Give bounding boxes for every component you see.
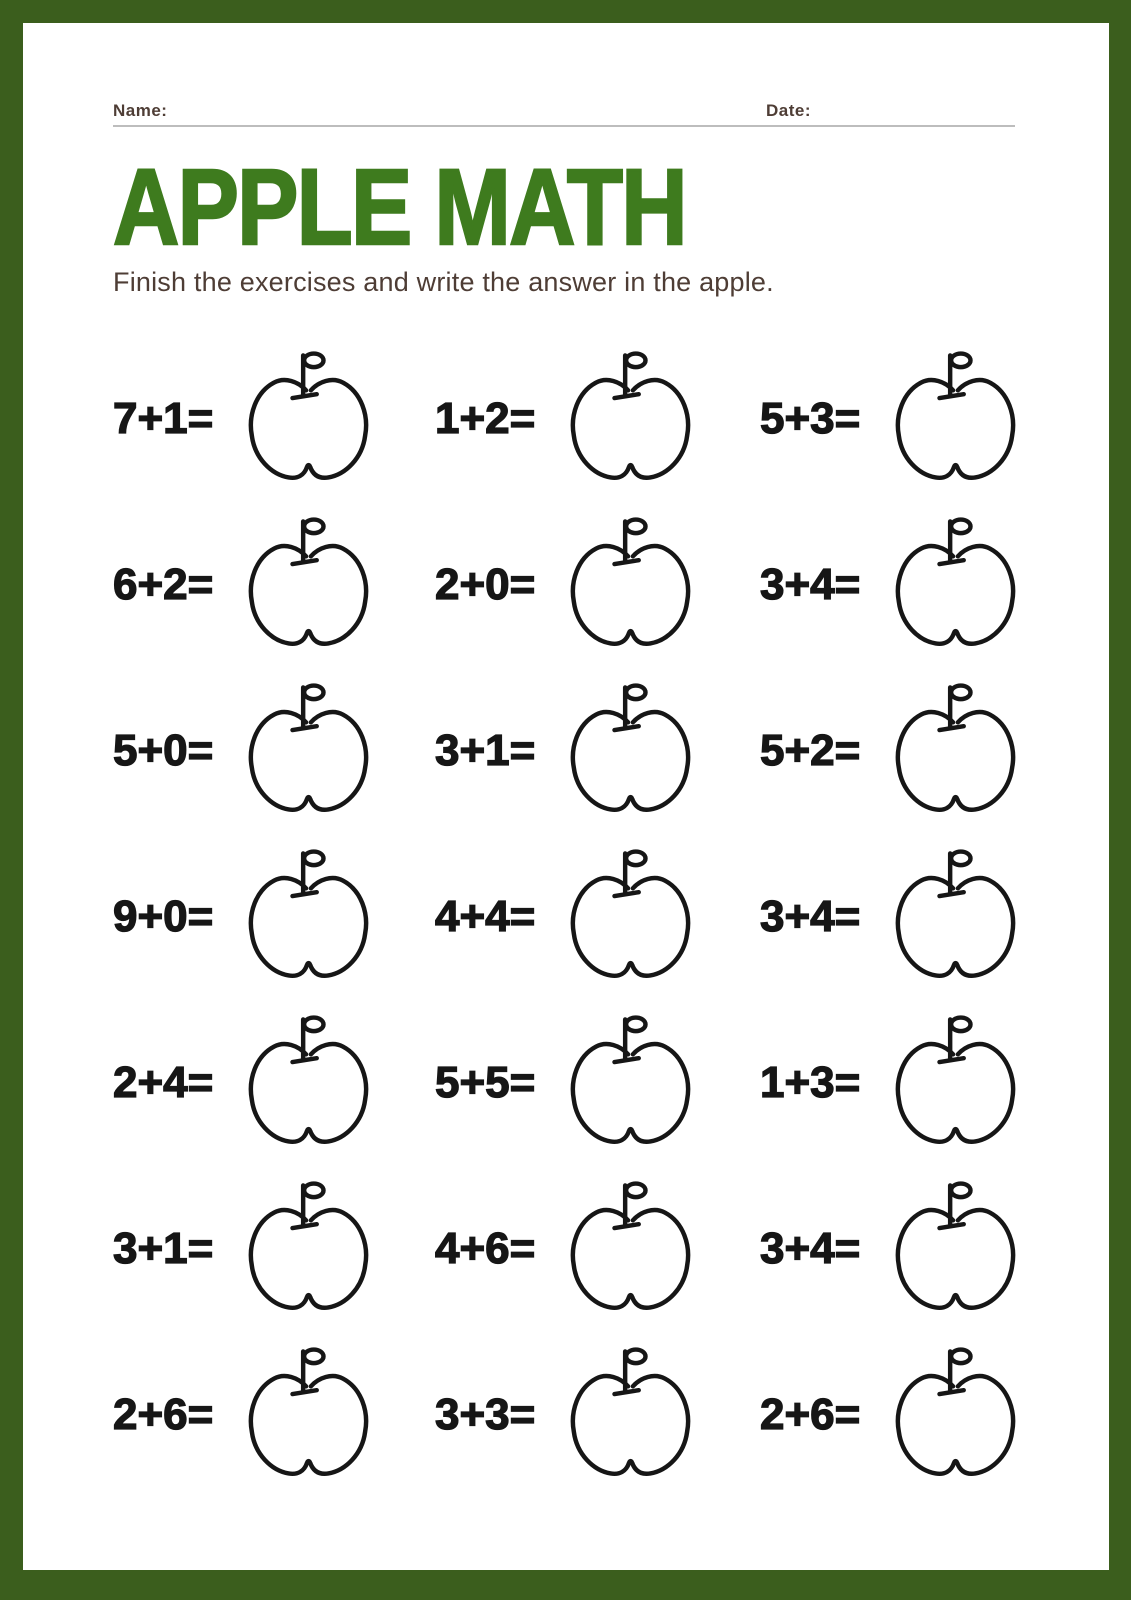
- equation-text: 3+1=: [435, 726, 536, 775]
- equation-text: 1+2=: [435, 394, 536, 443]
- apple-outline-icon: [245, 672, 371, 823]
- exercise-cell: [113, 1328, 435, 1494]
- equation-text: 3+4=: [760, 560, 861, 609]
- exercise-cell: [760, 664, 1090, 830]
- exercise-cell: [113, 332, 435, 498]
- apple-outline-icon: [567, 1004, 693, 1155]
- apple-outline-icon: [892, 1004, 1018, 1155]
- exercise-cell: [113, 830, 435, 996]
- apple-outline-icon: [567, 672, 693, 823]
- exercise-grid: [23, 332, 1109, 1494]
- apple-outline-icon: [892, 506, 1018, 657]
- apple-outline-icon: [245, 1336, 371, 1487]
- apple-outline-icon: [892, 838, 1018, 989]
- instructions-text: Finish the exercises and write the answer in the apple.: [113, 267, 774, 297]
- exercise-cell: [435, 830, 760, 996]
- exercise-cell: [435, 332, 760, 498]
- apple-outline-icon: [567, 1336, 693, 1487]
- equation-text: 3+4=: [760, 1224, 861, 1273]
- equation-text: 1+3=: [760, 1058, 861, 1107]
- exercise-cell: [113, 498, 435, 664]
- apple-outline-icon: [892, 340, 1018, 491]
- exercise-cell: [435, 498, 760, 664]
- exercise-cell: [760, 996, 1090, 1162]
- apple-outline-icon: [567, 506, 693, 657]
- equation-text: 2+6=: [113, 1390, 214, 1439]
- exercise-cell: [435, 996, 760, 1162]
- exercise-cell: [113, 664, 435, 830]
- apple-outline-icon: [567, 1170, 693, 1321]
- name-date-header: [113, 101, 1015, 127]
- equation-text: 3+4=: [760, 892, 861, 941]
- exercise-cell: [113, 1162, 435, 1328]
- exercise-cell: [435, 1328, 760, 1494]
- page-title: APPLE MATH: [113, 146, 686, 267]
- apple-outline-icon: [892, 1336, 1018, 1487]
- name-field-label: Name:: [113, 101, 168, 120]
- apple-outline-icon: [567, 838, 693, 989]
- equation-text: 4+6=: [435, 1224, 536, 1273]
- date-field-label: Date:: [766, 101, 812, 120]
- equation-text: 2+4=: [113, 1058, 214, 1107]
- apple-outline-icon: [245, 1004, 371, 1155]
- equation-text: 5+0=: [113, 726, 214, 775]
- exercise-cell: [760, 830, 1090, 996]
- equation-text: 5+2=: [760, 726, 861, 775]
- exercise-cell: [435, 664, 760, 830]
- exercise-cell: [113, 996, 435, 1162]
- apple-outline-icon: [892, 1170, 1018, 1321]
- apple-outline-icon: [567, 340, 693, 491]
- apple-outline-icon: [245, 340, 371, 491]
- exercise-cell: [760, 498, 1090, 664]
- equation-text: 4+4=: [435, 892, 536, 941]
- equation-text: 3+3=: [435, 1390, 536, 1439]
- equation-text: 2+0=: [435, 560, 536, 609]
- apple-outline-icon: [892, 672, 1018, 823]
- exercise-cell: [760, 1328, 1090, 1494]
- equation-text: 7+1=: [113, 394, 214, 443]
- exercise-cell: [760, 1162, 1090, 1328]
- apple-outline-icon: [245, 1170, 371, 1321]
- equation-text: 2+6=: [760, 1390, 861, 1439]
- equation-text: 5+5=: [435, 1058, 536, 1107]
- equation-text: 9+0=: [113, 892, 214, 941]
- equation-text: 3+1=: [113, 1224, 214, 1273]
- exercise-cell: [760, 332, 1090, 498]
- exercise-cell: [435, 1162, 760, 1328]
- equation-text: 5+3=: [760, 394, 861, 443]
- apple-outline-icon: [245, 838, 371, 989]
- apple-outline-icon: [245, 506, 371, 657]
- equation-text: 6+2=: [113, 560, 214, 609]
